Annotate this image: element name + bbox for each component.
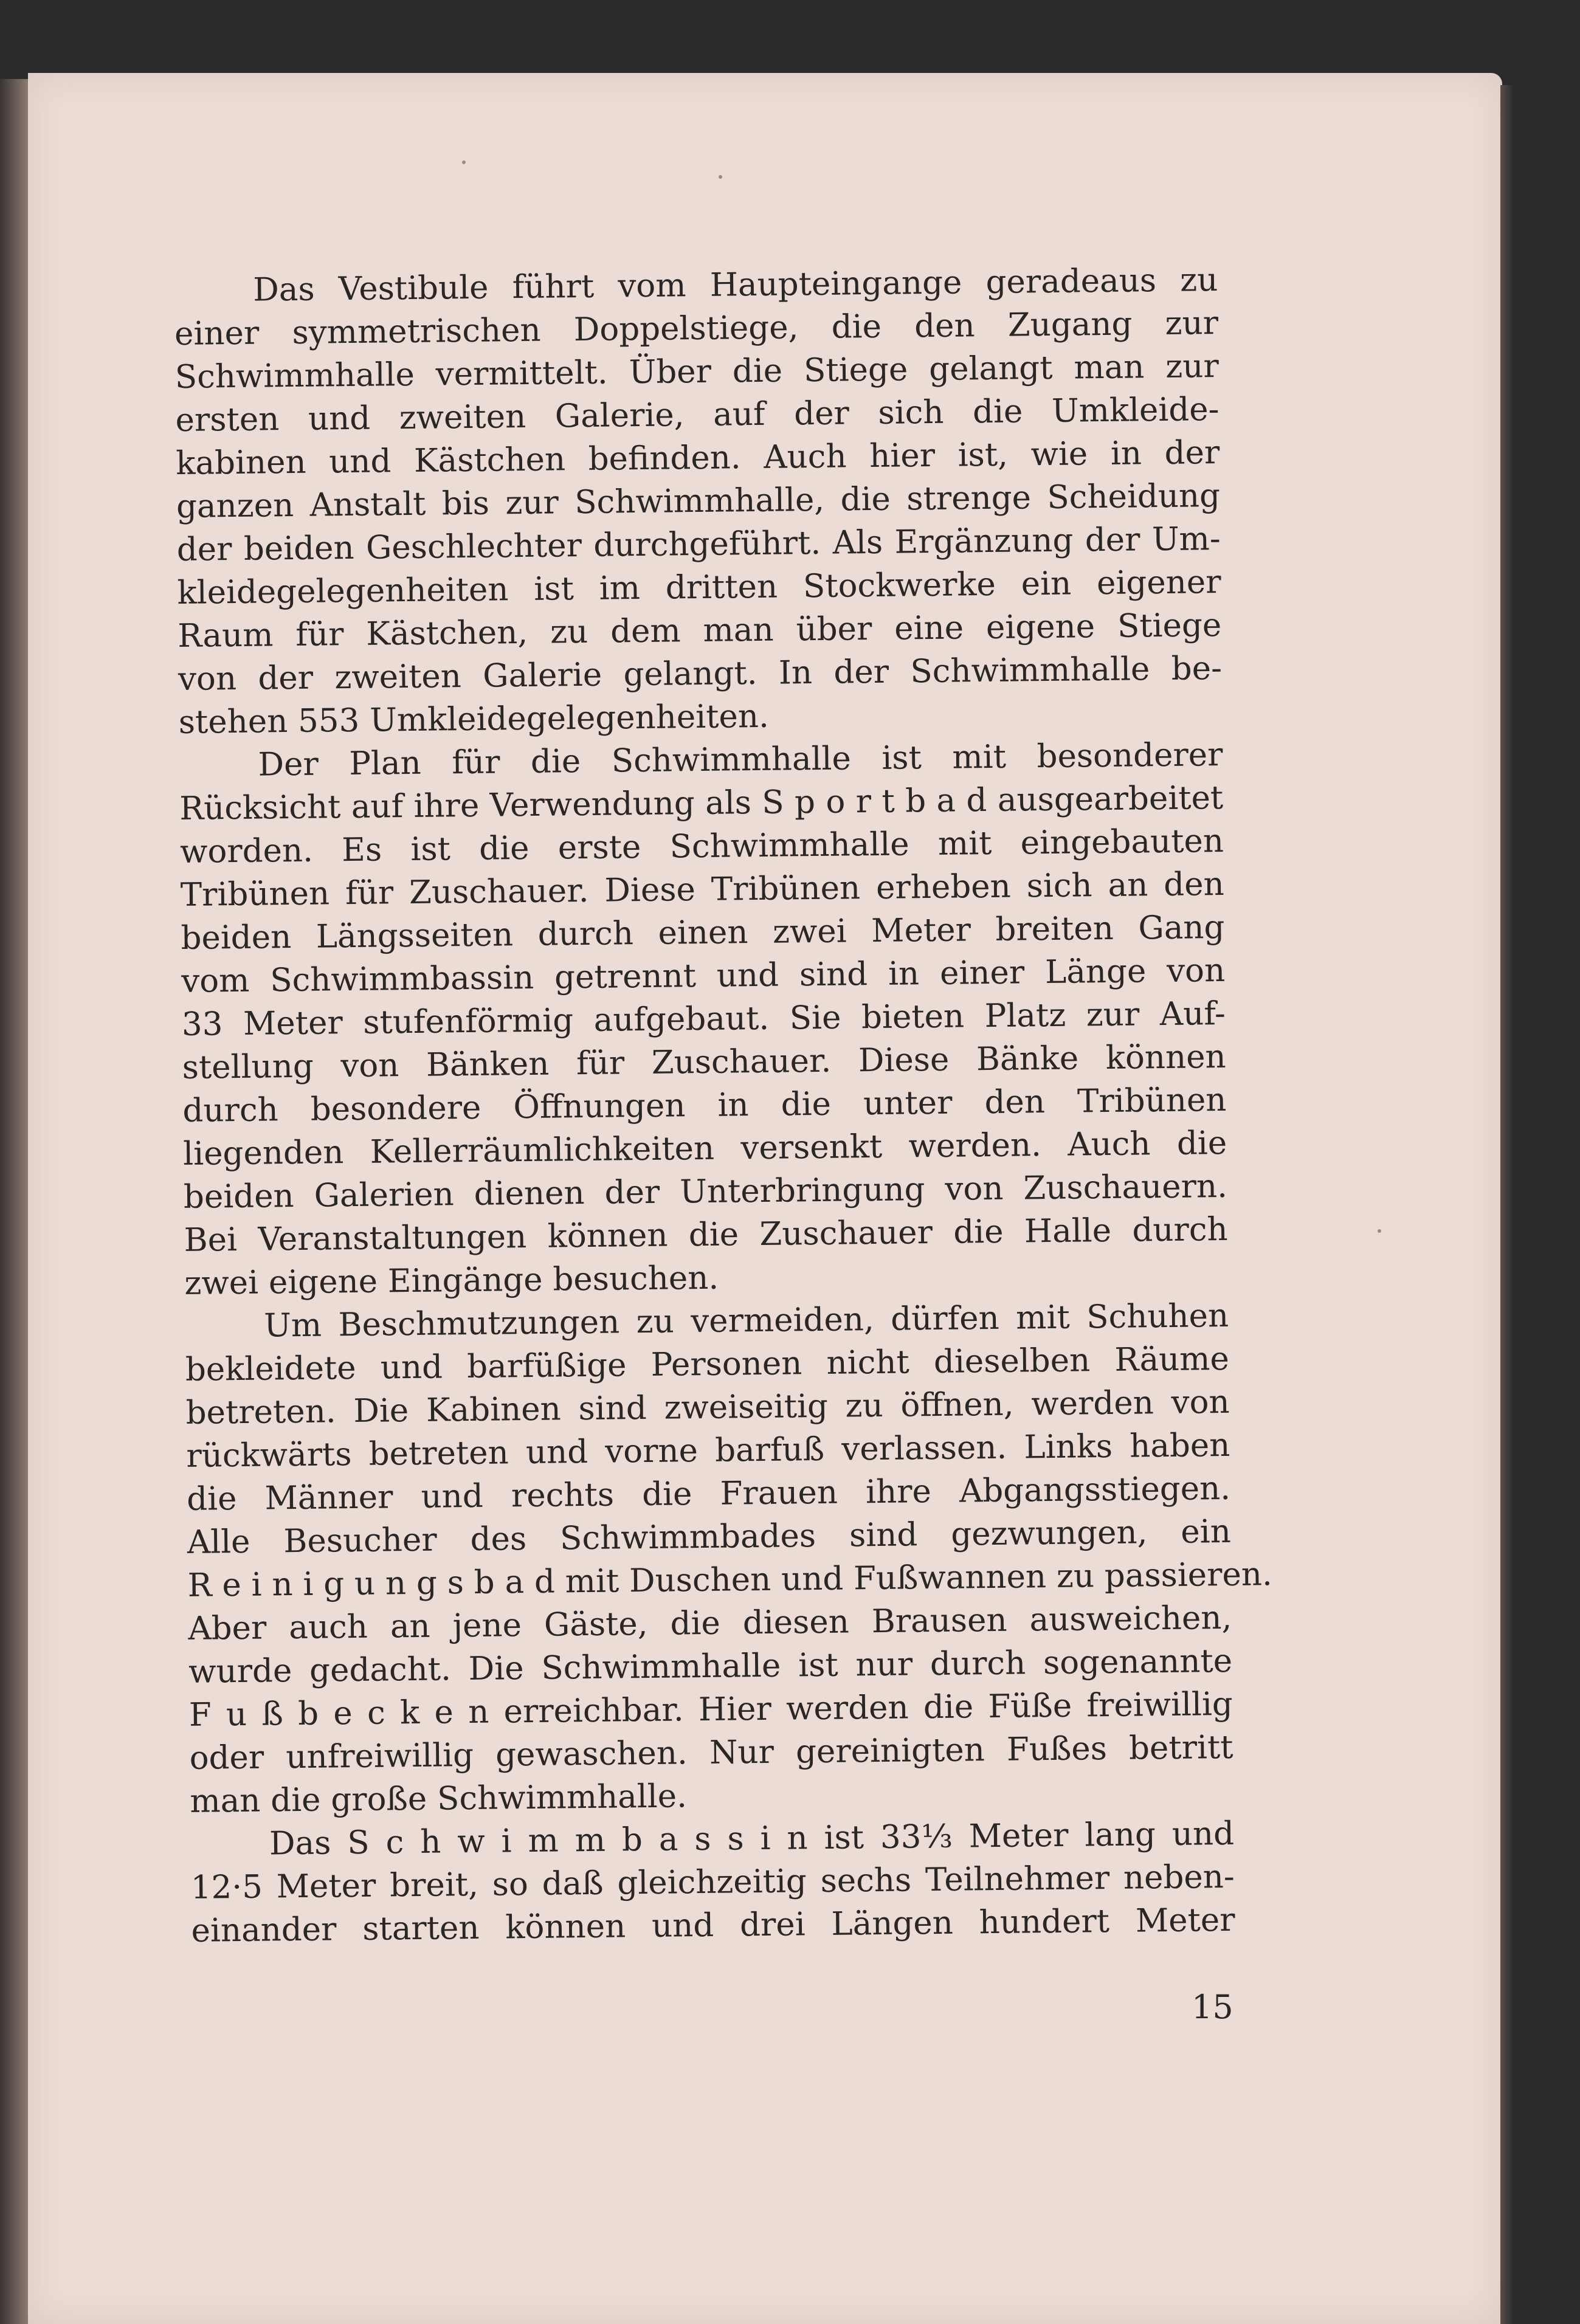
text-line: liegenden Kellerräumlichkeiten versenkt werden. Auch die <box>182 1124 1227 1173</box>
text-line: Alle Besucher des Schwimmbades sind gezwungen, ein <box>187 1512 1232 1561</box>
text-line: Tribünen für Zuschauer. Diese Tribünen erheben sich an den <box>180 865 1224 914</box>
text-line: Das S c h w i m m b a s s i n ist 33⅓ Meter lang und <box>269 1815 1235 1863</box>
paper-speck <box>462 160 466 164</box>
text-line: der beiden Geschlechter durchgeführt. Als Ergänzung der Um- <box>176 520 1221 568</box>
text-line: 12·5 Meter breit, so daß gleichzeitig sechs Teilnehmer neben- <box>190 1858 1235 1906</box>
text-line: wurde gedacht. Die Schwimmhalle ist nur durch sogenannte <box>188 1642 1233 1691</box>
text-line: einander starten können und drei Längen hundert Meter <box>191 1901 1235 1950</box>
paper-speck <box>719 175 722 179</box>
body-text <box>174 259 1273 1954</box>
text-line: 33 Meter stufenförmig aufgebaut. Sie bieten Platz zur Auf- <box>181 995 1226 1043</box>
text-line: kabinen und Kästchen befinden. Auch hier ist, wie in der <box>176 434 1220 482</box>
text-line: ersten und zweiten Galerie, auf der sich die Umkleide- <box>175 391 1219 439</box>
text-line: Bei Veranstaltungen können die Zuschauer die Halle durch <box>184 1210 1228 1259</box>
text-line: Das Vestibule führt vom Haupteingange geradeaus zu <box>253 261 1218 309</box>
page-edge-shadow <box>1500 85 1514 2324</box>
text-line: worden. Es ist die erste Schwimmhalle mit eingebauten <box>179 822 1224 871</box>
text-line: stehen 553 Umkleidegelegenheiten. <box>178 697 770 741</box>
text-line: vom Schwimmbassin getrennt und sind in einer Länge von <box>181 951 1226 1000</box>
text-line: zwei eigene Eingänge besuchen. <box>184 1259 719 1302</box>
text-line: die Männer und rechts die Frauen ihre Abgangsstiegen. <box>186 1469 1231 1518</box>
text-line: bekleidete und barfüßige Personen nicht dieselben Räume <box>185 1340 1230 1388</box>
text-line: kleidegelegenheiten ist im dritten Stockwerke ein eigener <box>177 563 1221 612</box>
text-line: man die große Schwimmhalle. <box>190 1777 688 1820</box>
text-line: Um Beschmutzungen zu vermeiden, dürfen mit Schuhen <box>263 1297 1229 1345</box>
text-line: durch besondere Öffnungen in die unter den Tribünen <box>182 1081 1227 1129</box>
paper-speck <box>1378 1229 1381 1233</box>
text-line: rückwärts betreten und vorne barfuß verlassen. Links haben <box>186 1426 1230 1475</box>
text-line: F u ß b e c k e n erreichbar. Hier werden die Füße freiwillig <box>188 1685 1233 1734</box>
text-line: Rücksicht auf ihre Verwendung als S p o r t b a d ausgearbeitet <box>179 779 1224 827</box>
text-line: beiden Längsseiten durch einen zwei Meter breiten Gang <box>181 908 1225 957</box>
text-line: einer symmetrischen Doppelstiege, die den Zugang zur <box>174 305 1219 353</box>
text-line: oder unfreiwillig gewaschen. Nur gereinigten Fußes betritt <box>189 1728 1233 1777</box>
book-spine <box>0 79 28 2324</box>
text-line: ganzen Anstalt bis zur Schwimmhalle, die strenge Scheidung <box>176 477 1221 525</box>
page-number: 15 <box>1192 1988 1233 2026</box>
text-line: stellung von Bänken für Zuschauer. Diese Bänke können <box>182 1038 1226 1086</box>
text-line: von der zweiten Galerie gelangt. In der Schwimmhalle be- <box>178 649 1223 698</box>
text-line: R e i n i g u n g s b a d mit Duschen und Fußwannen zu passieren. <box>187 1556 1273 1604</box>
text-line: Schwimmhalle vermittelt. Über die Stiege gelangt man zur <box>174 348 1219 396</box>
text-line: betreten. Die Kabinen sind zweiseitig zu öffnen, werden von <box>185 1383 1230 1432</box>
text-line: Raum für Kästchen, zu dem man über eine eigene Stiege <box>177 606 1222 655</box>
text-line: Der Plan für die Schwimmhalle ist mit besonderer <box>258 736 1223 784</box>
text-line: beiden Galerien dienen der Unterbringung von Zuschauern. <box>183 1167 1228 1216</box>
text-line: Aber auch an jene Gäste, die diesen Brausen ausweichen, <box>188 1599 1232 1647</box>
